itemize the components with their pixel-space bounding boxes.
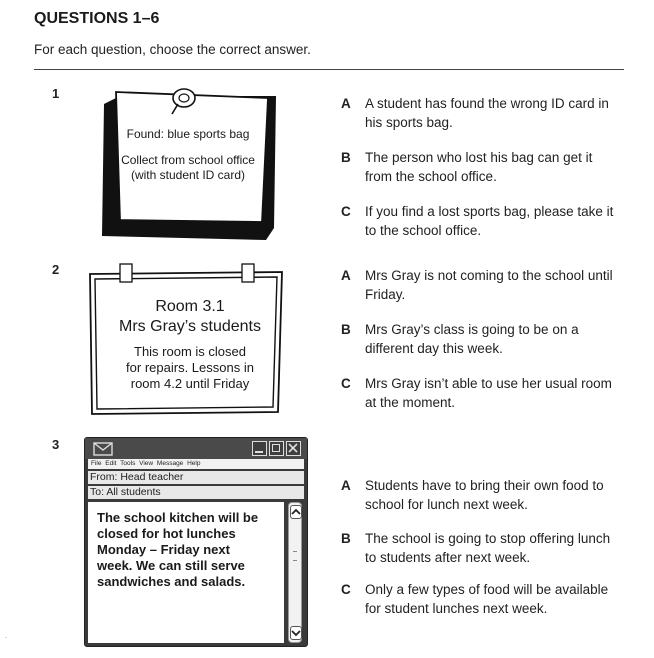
option-letter: C — [341, 582, 351, 597]
instructions: For each question, choose the correct answer. — [34, 42, 311, 57]
scroll-down-button[interactable] — [290, 626, 302, 640]
option-letter: C — [341, 376, 351, 391]
question-number-3: 3 — [52, 437, 60, 452]
taped-sign-image — [86, 262, 286, 422]
email-to: To: All students — [88, 486, 304, 499]
sign-heading: Mrs Gray’s students — [119, 318, 261, 335]
option-text: If you find a lost sports bag, please take it to the school office. — [365, 204, 614, 238]
option-text: Only a few types of food will be available for student lunches next week. — [365, 582, 609, 616]
email-body-line: The school kitchen will be — [97, 510, 259, 525]
option-letter: B — [341, 150, 351, 165]
email-body-line: week. We can still serve — [97, 558, 245, 573]
chevron-down-icon — [291, 628, 301, 638]
page-title: QUESTIONS 1–6 — [34, 10, 160, 27]
option-1b[interactable] — [341, 148, 621, 186]
question-number-1: 1 — [52, 86, 60, 101]
sign-text: This room is closed — [134, 344, 246, 359]
option-text: Students have to bring their own food to school for lunch next week. — [365, 478, 604, 512]
option-text: The school is going to stop offering lunch to students after next week. — [365, 531, 611, 565]
email-scrollbar[interactable] — [286, 502, 304, 643]
chevron-up-icon — [291, 507, 301, 517]
note-text: (with student ID card) — [130, 168, 246, 182]
minimize-button[interactable] — [252, 441, 267, 456]
envelope-icon — [93, 442, 113, 456]
option-2b[interactable] — [341, 320, 621, 358]
option-letter: B — [341, 322, 351, 337]
email-body — [88, 502, 284, 643]
scroll-up-button[interactable] — [290, 505, 302, 519]
email-from: From: Head teacher — [88, 471, 304, 484]
scroll-grip[interactable] — [293, 551, 297, 561]
option-letter: C — [341, 204, 351, 219]
stray-mark: . — [5, 631, 8, 640]
email-body-line: sandwiches and salads. — [97, 574, 246, 589]
option-letter: A — [341, 96, 351, 111]
close-icon — [287, 442, 299, 454]
option-3c[interactable] — [341, 580, 621, 618]
option-text: The person who lost his bag can get it from the school office. — [365, 150, 593, 184]
option-1a[interactable] — [341, 94, 621, 132]
email-body-line: Monday – Friday next — [97, 542, 230, 557]
note-text: Collect from school office — [121, 153, 255, 167]
sign-text: for repairs. Lessons in — [126, 360, 254, 375]
option-letter: A — [341, 478, 351, 493]
email-titlebar — [85, 438, 307, 459]
option-1c[interactable] — [341, 202, 621, 240]
option-2a[interactable] — [341, 266, 621, 304]
option-text: Mrs Gray isn’t able to use her usual room at the moment. — [365, 376, 612, 410]
note-text: Found: blue sports bag — [126, 127, 250, 141]
option-text: Mrs Gray is not coming to the school until Friday. — [365, 268, 613, 302]
option-3a[interactable] — [341, 476, 621, 514]
question-number-2: 2 — [52, 262, 60, 277]
sign-text: room 4.2 until Friday — [130, 376, 250, 391]
maximize-button[interactable] — [269, 441, 284, 456]
email-window — [84, 437, 308, 647]
divider — [34, 69, 624, 70]
option-text: Mrs Gray’s class is going to be on a different day this week. — [365, 322, 579, 356]
option-letter: B — [341, 531, 351, 546]
sign-heading: Room 3.1 — [155, 298, 225, 315]
option-text: A student has found the wrong ID card in his sports bag. — [365, 96, 609, 130]
option-letter: A — [341, 268, 351, 283]
option-2c[interactable] — [341, 374, 621, 412]
close-button[interactable] — [286, 441, 301, 456]
email-menubar[interactable]: File Edit Tools View Message Help — [88, 459, 304, 469]
email-body-line: closed for hot lunches — [97, 526, 236, 541]
option-3b[interactable] — [341, 529, 621, 567]
